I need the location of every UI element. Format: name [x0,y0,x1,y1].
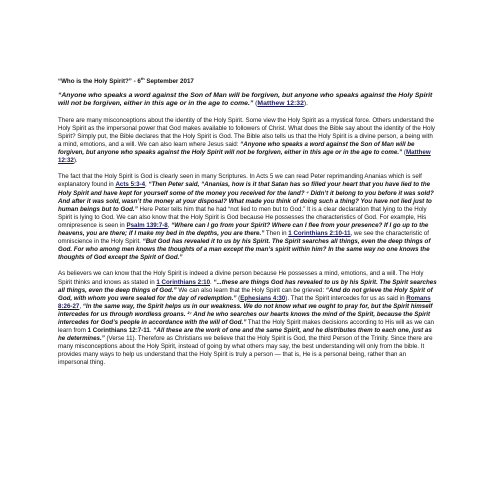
paragraph-holy-spirit-is-god: The fact that the Holy Spirit is God is clearly seen in many Scriptures. In Acts 5 we can read Peter reprimanding Ananias which is self explanatory found in Acts 5:3-4, “Then Peter said, “Ananias, how is it that Satan has so filled your heart that you have lied to the Holy Spirit and have kept for yourself some of the money you received for the land? ⁴ Didn’t it belong to you before it was sold? And after it was sold, wasn’t the money at your disposal? What made you think of doing such a thing? You have not lied just to human beings but to God.” Here Peter tells him that he had “not lied to men but to God.” It is a clear declaration that lying to the Holy Spirit is lying to God. We can also know that the Holy Spirit is God because He possesses the characteristics of God. For example, His omnipresence is seen in Psalm 139:7-8, “Where can I go from your Spirit? Where can I flee from your presence? If I go up to the heavens, you are there; if I make my bed in the depths, you are there.” Then in 1 Corinthians 2:10-11, we see the characteristic of omniscience in the Holy Spirit. “But God has revealed it to us by his Spirit. The Spirit searches all things, even the deep things of God. For who among men knows the thoughts of a man except the man’s spirit within him? In the same way no one knows the thoughts of God except the Spirit of God.” [58,173,434,262]
scripture-link[interactable]: Acts 5:3-4 [115,181,146,189]
scripture-link[interactable]: Romans 8:26-27 [58,294,431,310]
scripture-link[interactable]: Matthew 12:32 [58,149,431,165]
scripture-link[interactable]: Matthew 12:32 [257,100,304,108]
scripture-link[interactable]: 1 Corinthians 2:10 [156,278,211,286]
scripture-link[interactable]: Ephesians 4:30 [240,294,286,302]
opening-quote: “Anyone who speaks a word against the Son of Man will be forgiven, but anyone who speaks against the Holy Spirit will not be forgiven, either in this age or in the age to come.” (Matthew 12:32). [58,92,433,108]
scripture-link[interactable]: 1 Corinthians 2:10-11 [288,230,351,238]
scripture-link[interactable]: Psalm 139:7-8 [126,221,168,229]
document-title: “Who is the Holy Spirit?” - 6th September 2017 [58,75,194,85]
paragraph-divine-person: As believers we can know that the Holy Spirit is indeed a divine person because He possesses a mind, emotions, and a will. The Holy Spirit thinks and knows as stated in 1 Corinthians 2:10. “...these are things God has revealed to us by his Spirit. The Spirit searches all things, even the deep things of God.” We can also learn that the Holy Spirit can be grieved: “And do not grieve the Holy Spirit of God, with whom you were sealed for the day of redemption.” (Ephesians 4:30). That the Spirit intercedes for us as said in Romans 8:26-27, “In the same way, the Spirit helps us in our weakness. We do not know what we ought to pray for, but the Spirit himself intercedes for us through wordless groans. ²⁷ And he who searches our hearts knows the mind of the Spirit, because the Spirit intercedes for God’s people in accordance with the will of God.” That the Holy Spirit makes decisions according to His will as we can learn from 1 Corinthians 12:7-11. “All these are the work of one and the same Spirit, and he distributes them to each one, just as he determines.” (Verse 11). Therefore as Christians we believe that the Holy Spirit is God, the third Person of the Trinity. Since there are many misconceptions about the Holy Spirit, instead of going by what others may say, the best understanding will only from the bible. It provides many ways to help us understand that the Holy Spirit is truly a person — that is, He is a personal being, rather than an impersonal thing. [58,270,437,367]
paragraph-misconceptions: There are many misconceptions about the identity of the Holy Spirit. Some view the Holy Spirit as a mystical force. Others understand the Holy Spirit as the impersonal power that God makes available to followers of Christ. What does the Bible say about the identity of the Holy Spirit? Simply put, the Bible declares that the Holy Spirit is God. The Bible also tells us that the Holy Spirit is a divine person, a being with a mind, emotions, and a will. We can also learn where Jesus said: “Anyone who speaks a word against the Son of Man will be forgiven, but anyone who speaks against the Holy Spirit will not be forgiven, either in this age or in the age to come.” (Matthew 12:32). [58,116,435,165]
